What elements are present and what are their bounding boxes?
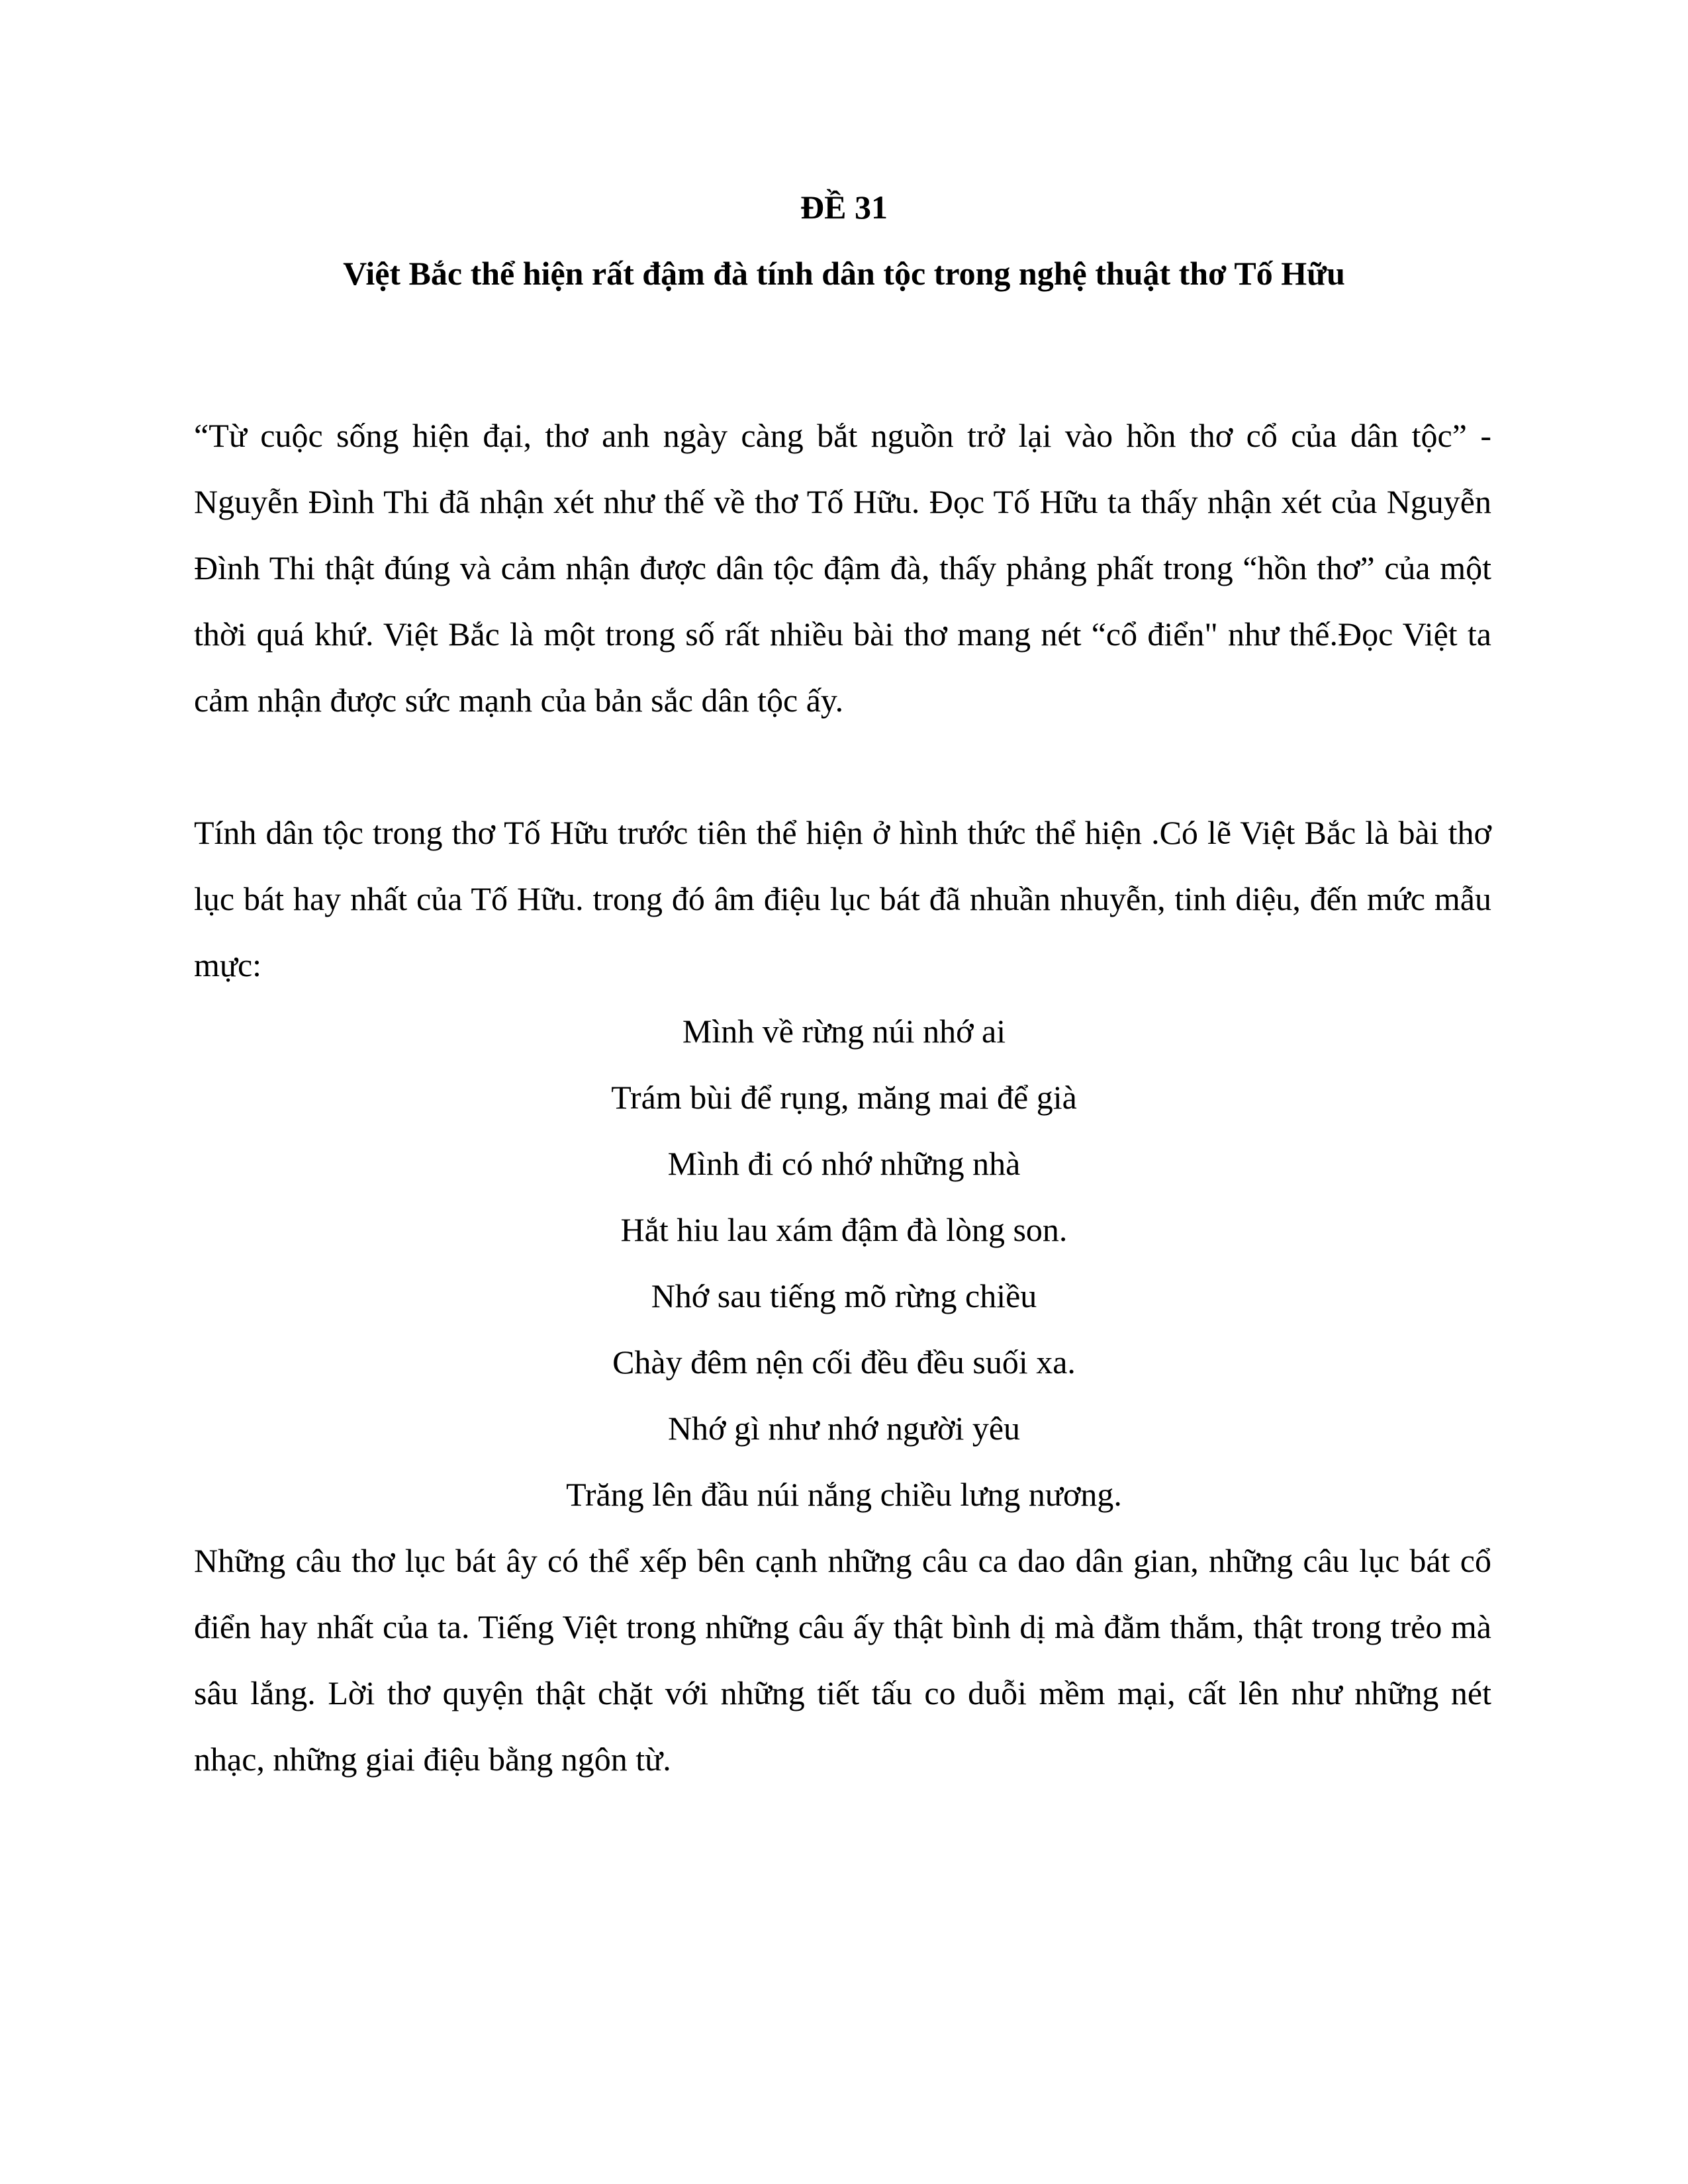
poem-line: Mình đi có nhớ những nhà [667, 1145, 1021, 1182]
paragraph-analysis: Những câu thơ lục bát ây có thể xếp bên cạnh những câu ca dao dân gian, những câu lục bát cổ điển hay nhất của ta. Tiếng Việt trong những câu ấy thật bình dị mà đằm thắm, thật trong trẻo mà sâu lắng. Lời thơ quyện thật chặt với những tiết tấu co duỗi mềm mại, cất lên như những nét nhạc, những giai điệu bằng ngôn từ. [194, 1542, 1491, 1778]
poem-line: Nhớ gì như nhớ người yêu [667, 1410, 1021, 1447]
poem-line: Nhớ sau tiếng mõ rừng chiều [651, 1277, 1037, 1314]
paragraph-form: Tính dân tộc trong thơ Tố Hữu trước tiên thể hiện ở hình thức thể hiện .Có lẽ Việt Bắc là bài thơ lục bát hay nhất của Tố Hữu. trong đó âm điệu lục bát đã nhuần nhuyễn, tinh diệu, đến mức mẫu mực: [194, 814, 1491, 983]
exam-number: ĐỀ 31 [800, 189, 888, 226]
paragraph-intro: “Từ cuộc sống hiện đại, thơ anh ngày càng bắt nguồn trở lại vào hồn thơ cổ của dân tộc” - Nguyễn Đình Thi đã nhận xét như thế về thơ Tố Hữu. Đọc Tố Hữu ta thấy nhận xét của Nguyễn Đình Thi thật đúng và cảm nhận được dân tộc đậm đà, thấy phảng phất trong “hồn thơ” của một thời quá khứ. Việt Bắc là một trong số rất nhiều bài thơ mang nét “cổ điển" như thế.Đọc Việt ta cảm nhận được sức mạnh của bản sắc dân tộc ấy. [194, 417, 1491, 719]
poem-excerpt [0, 998, 1688, 1527]
poem-line: Hắt hiu lau xám đậm đà lòng son. [620, 1211, 1068, 1248]
poem-line: Trăng lên đầu núi nắng chiều lưng nương. [566, 1476, 1122, 1513]
essay-title: Việt Bắc thể hiện rất đậm đà tính dân tộc trong nghệ thuật thơ Tố Hữu [343, 255, 1345, 292]
poem-line: Chày đêm nện cối đều đều suối xa. [612, 1343, 1076, 1381]
poem-line: Mình về rừng núi nhớ ai [682, 1013, 1006, 1050]
poem-line: Trám bùi để rụng, măng mai để già [611, 1079, 1077, 1116]
